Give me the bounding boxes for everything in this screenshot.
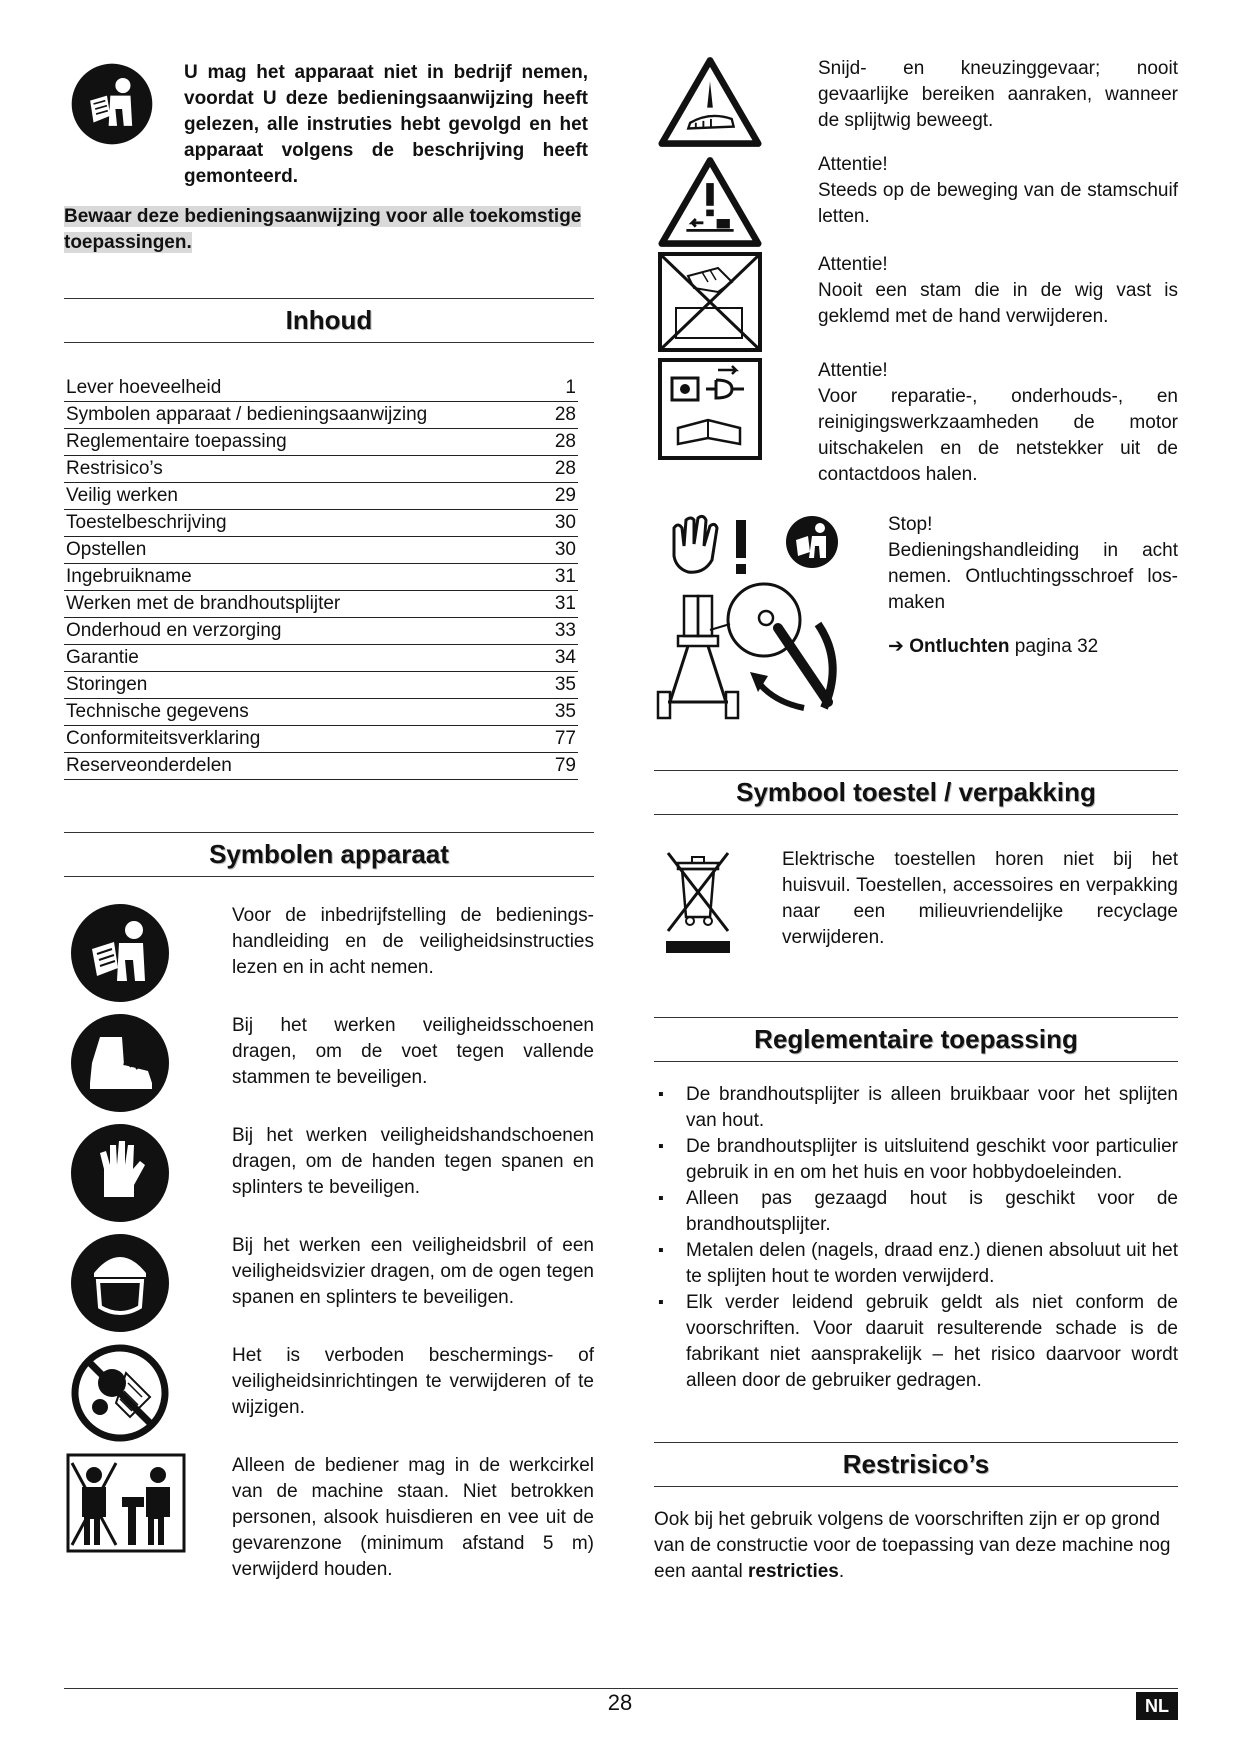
- toc-row: [64, 672, 578, 699]
- right-symbol-text: Attentie! Steeds op de beweging van de stamschuif letten.: [818, 154, 1178, 227]
- toc-row: [64, 753, 578, 780]
- toc-label: Ingebruikname: [66, 566, 192, 587]
- toc-row: [64, 402, 578, 429]
- arrow-right-icon: ➔: [888, 636, 904, 657]
- toc-label: Restrisico’s: [66, 458, 163, 479]
- toc-label: Onderhoud en verzorging: [66, 620, 282, 641]
- toc-page: 30: [554, 539, 576, 560]
- stop-block: [654, 512, 1178, 728]
- symbol-item-safety-shoes: [64, 1013, 594, 1123]
- right-symbol-text: Attentie! Nooit een stam die in de wig vast is geklemd met de hand verwijderen.: [818, 254, 1178, 327]
- keep-note: Bewaar deze bedieningsaanwijzing voor alle toekomstige toepassingen.: [64, 206, 582, 253]
- right-symbol-unplug: [654, 358, 1178, 484]
- risks-title: Restrisico’s: [654, 1442, 1178, 1487]
- toc-page: 28: [554, 431, 576, 452]
- symbol-item-no-removing-guards: [64, 1343, 594, 1453]
- usage-bullet-list: [654, 1082, 1178, 1394]
- toc-row: [64, 375, 578, 402]
- toc-row: [64, 618, 578, 645]
- keep-note-block: [64, 204, 594, 264]
- symbol-text: Voor de inbedrijfstelling de bedienings-handleiding en de veiligheidsinstructies lezen en in acht nemen.: [232, 905, 594, 978]
- symbol-item-read-manual: [64, 903, 594, 1013]
- packaging-text: Elektrische toestellen horen niet bij het huisvuil. Toestellen, accessoires en verpakking naar een milieuvriendelijke recyclage verwijderen.: [782, 849, 1178, 948]
- work-zone-icon: [64, 1453, 188, 1553]
- toc-page: 31: [554, 593, 576, 614]
- vent-reference-page: pagina 32: [1009, 636, 1099, 657]
- toc-page: 77: [554, 728, 576, 749]
- symbol-item-work-zone: [64, 1453, 594, 1583]
- toc-list: [64, 375, 578, 780]
- face-shield-icon: [70, 1233, 170, 1333]
- symbol-text: Alleen de bediener mag in de werkcirkel van de machine staan. Niet betrokken personen, alsook huisdieren en vee uit de gevarenzone (minimum afstand 5 m) verwijderd houden.: [232, 1455, 594, 1580]
- packaging-section: [654, 770, 1178, 967]
- toc-label: Opstellen: [66, 539, 147, 560]
- usage-bullet: ▪ De brandhoutsplijter is uitsluitend geschikt voor particulier gebruik in en om het huis en voor hobbydoeleinden.: [654, 1134, 1178, 1186]
- risks-text-bold: restricties: [748, 1561, 839, 1582]
- vent-reference-bold: Ontluchten: [909, 636, 1010, 657]
- toc-page: 34: [554, 647, 576, 668]
- toc-label: Storingen: [66, 674, 148, 695]
- no-hand-removal-icon: [658, 252, 762, 352]
- read-manual-icon: [70, 62, 154, 146]
- toc-label: Reglementaire toepassing: [66, 431, 287, 452]
- risks-text-pre: Ook bij het gebruik volgens de voorschriften zijn er op grond van de constructie voor de toepassing van deze machine nog een aantal: [654, 1509, 1171, 1582]
- toc-page: 35: [554, 701, 576, 722]
- usage-bullet: ▪ Elk verder leidend gebruik geldt als niet conform de voorschriften. Voor daaruit resulterende schade is de fabrikant niet aansprakelijk – het risico daarvoor wordt alleen door de gebruiker gedragen.: [654, 1290, 1178, 1394]
- toc-section: [64, 298, 594, 780]
- right-column: [654, 56, 1178, 1585]
- symbols-title: Symbolen apparaat: [64, 832, 594, 877]
- toc-row: [64, 537, 578, 564]
- symbol-text: Het is verboden beschermings- of veiligheidsinrichtingen te verwijderen of te wijzigen.: [232, 1345, 594, 1418]
- toc-label: Veilig werken: [66, 485, 178, 506]
- toc-title: Inhoud: [64, 298, 594, 343]
- toc-page: 79: [554, 755, 576, 776]
- risks-text-post: .: [838, 1561, 845, 1582]
- toc-page: 30: [554, 512, 576, 533]
- weee-bin-icon: [662, 847, 734, 957]
- toc-row: [64, 510, 578, 537]
- safety-glove-icon: [70, 1123, 170, 1223]
- toc-row: [64, 645, 578, 672]
- stop-text-block: [888, 512, 1178, 660]
- packaging-block: [654, 847, 1178, 967]
- toc-label: Reserveonderdelen: [66, 755, 232, 776]
- toc-label: Lever hoeveelheid: [66, 377, 222, 398]
- toc-row: [64, 699, 578, 726]
- symbol-text: Bij het werken veiligheidshandschoenen dragen, om de handen tegen spanen en splinters te beveiligen.: [232, 1125, 594, 1198]
- usage-section: [654, 1017, 1178, 1394]
- toc-row: [64, 564, 578, 591]
- toc-label: Werken met de brandhoutsplijter: [66, 593, 341, 614]
- symbol-text: Bij het werken een veiligheidsbril of een veiligheidsvizier dragen, om de ogen tegen spanen en splinters te beveiligen.: [232, 1235, 594, 1308]
- unplug-maintenance-icon: [658, 358, 762, 460]
- cutting-hazard-icon: [658, 56, 762, 148]
- toc-row: [64, 483, 578, 510]
- symbol-text: Bij het werken veiligheidsschoenen dragen, om de voet tegen vallende stammen te beveiligen.: [232, 1015, 594, 1088]
- usage-bullet: ▪ Metalen delen (nagels, draad enz.) dienen absoluut uit het te splijten hout te worden verwijderd.: [654, 1238, 1178, 1290]
- toc-label: Technische gegevens: [66, 701, 249, 722]
- left-column: [64, 56, 594, 1583]
- right-symbol-log-pusher: [654, 152, 1178, 252]
- risks-text: [654, 1507, 1178, 1585]
- right-symbol-text: Snijd- en kneuzinggevaar; nooit gevaarlijke bereiken aanraken, wanneer de splijtwig beweegt.: [818, 58, 1178, 131]
- toc-label: Conformiteitsverklaring: [66, 728, 261, 749]
- risks-section: [654, 1442, 1178, 1585]
- toc-page: 31: [554, 566, 576, 587]
- intro-warning-text: U mag het apparaat niet in bedrijf nemen, voordat U deze bedieningsaanwijzing heeft gelezen, alle instruties hebt gevolgd en het apparaat volgens de beschrijving heeft gemonteerd.: [184, 62, 588, 187]
- intro-warning: [64, 56, 594, 204]
- symbols-list: [64, 903, 594, 1583]
- toc-label: Toestelbeschrijving: [66, 512, 227, 533]
- stop-text: Stop! Bedieningshandleiding in acht nemen. Ontluchtingsschroef los-maken: [888, 514, 1178, 613]
- toc-row: [64, 726, 578, 753]
- toc-page: 28: [554, 458, 576, 479]
- symbol-item-gloves: [64, 1123, 594, 1233]
- vent-screw-illustration-icon: [654, 512, 854, 728]
- right-symbol-text: Attentie! Voor reparatie-, onderhouds-, en reinigingswerkzaamheden de motor uitschakelen en de netstekker uit de contactdoos halen.: [818, 360, 1178, 485]
- toc-page: 35: [554, 674, 576, 695]
- packaging-title: Symbool toestel / verpakking: [654, 770, 1178, 815]
- page-number: 28: [607, 1690, 633, 1715]
- toc-row: [64, 429, 578, 456]
- language-badge: NL: [1136, 1692, 1178, 1720]
- toc-label: Symbolen apparaat / bedieningsaanwijzing: [66, 404, 428, 425]
- footer-divider: [64, 1688, 1178, 1689]
- vent-reference: [888, 634, 1178, 660]
- toc-page: 28: [554, 404, 576, 425]
- symbol-item-eye-protection: [64, 1233, 594, 1343]
- no-removing-guards-icon: [70, 1343, 170, 1443]
- symbols-section: [64, 832, 594, 1583]
- toc-row: [64, 591, 578, 618]
- toc-page: 29: [554, 485, 576, 506]
- usage-bullet: ▪ De brandhoutsplijter is alleen bruikbaar voor het splijten van hout.: [654, 1082, 1178, 1134]
- right-symbol-no-hand-removal: [654, 252, 1178, 358]
- log-pusher-warning-icon: [658, 156, 762, 248]
- toc-page: 1: [565, 377, 576, 398]
- toc-page: 33: [554, 620, 576, 641]
- safety-boot-icon: [70, 1013, 170, 1113]
- usage-title: Reglementaire toepassing: [654, 1017, 1178, 1062]
- read-manual-icon: [70, 903, 170, 1003]
- toc-label: Garantie: [66, 647, 139, 668]
- right-symbol-cutting-hazard: [654, 56, 1178, 152]
- toc-row: [64, 456, 578, 483]
- usage-bullet: ▪ Alleen pas gezaagd hout is geschikt voor de brandhoutsplijter.: [654, 1186, 1178, 1238]
